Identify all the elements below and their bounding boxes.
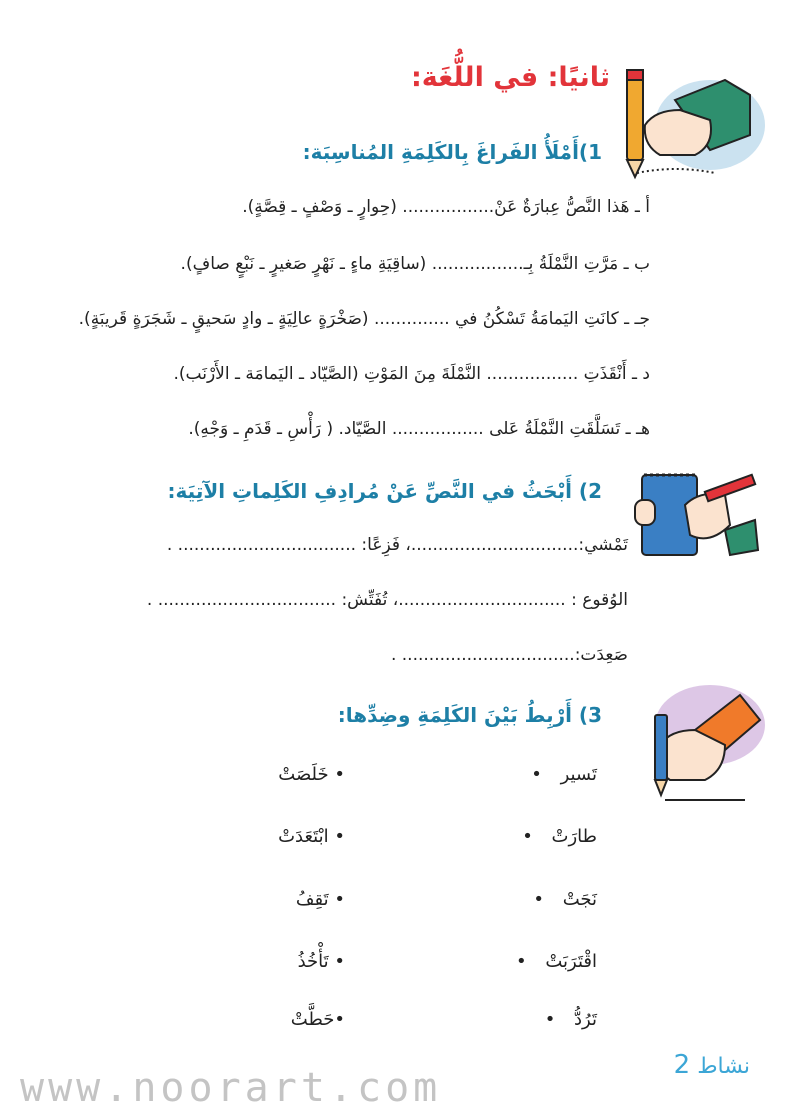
notebook-pencil-illustration: [630, 465, 765, 560]
fill-blank-item-b: ب ـ مَرَّتِ النَّمْلَةُ بِـ................. (ساقِيَةِ ماءٍ ـ نَهْرٍ صَغيرٍ ـ نَبْعٍ صافٍ).: [180, 254, 650, 274]
activity-label-text: نشاط: [697, 1054, 750, 1079]
hand-writing-pencil-illustration: [615, 55, 765, 185]
match-dot[interactable]: •: [334, 764, 345, 785]
hand-pencil-line-illustration: [625, 675, 765, 805]
opposite-word: تَقِفُ: [295, 889, 329, 910]
fill-blank-item-a: أ ـ هَذا النَّصُّ عِبارَةٌ عَنْ................. (حِوارٍ ـ وَصْفٍ ـ قِصَّةٍ).: [242, 197, 650, 217]
opposite-word: ابْتَعَدَتْ: [278, 826, 329, 847]
opposite-row-5: [291, 1009, 345, 1030]
section3-title: 3) أَرْبِطُ بَيْنَ الكَلِمَةِ وضِدِّها:: [337, 703, 602, 727]
synonym-line-3: صَعِدَت:................................ .: [390, 645, 628, 665]
opposite-word: خَلَصَتْ: [278, 764, 329, 785]
fill-blank-item-c: جـ ـ كانَتِ اليَمامَةُ تَسْكُنُ في .............. (صَخْرَةٍ عالِيَةٍ ـ وادٍ سَحيقٍ ـ شَجَرَةٍ قَريبَةٍ).: [78, 309, 650, 329]
match-word: اقْتَرَبَتْ: [545, 951, 597, 972]
activity-label: [674, 1050, 750, 1080]
match-row-2: [504, 826, 597, 847]
watermark: www.noorart.com: [20, 1065, 442, 1111]
opposite-word: حَطَّتْ: [290, 1009, 335, 1030]
match-word: تَسير: [560, 764, 597, 785]
opposite-row-3: [296, 889, 345, 910]
match-dot[interactable]: •: [531, 764, 542, 785]
match-row-1: [513, 764, 597, 785]
match-row-4: [497, 951, 597, 972]
match-dot[interactable]: •: [334, 826, 345, 847]
match-dot[interactable]: •: [533, 889, 544, 910]
match-row-5: [526, 1009, 597, 1030]
match-word: نَجَتْ: [562, 889, 597, 910]
match-word: طارَتْ: [551, 826, 597, 847]
opposite-word: تَأْخُذُ: [297, 951, 329, 972]
fill-blank-item-d: د ـ أَنْقَذَتِ ................. النَّمْلَةَ مِنَ المَوْتِ (الصَّيّاد ـ اليَمامَة ـ الأَرْنَب).: [173, 364, 650, 384]
fill-blank-item-e: هـ ـ تَسَلَّقَتِ النَّمْلَةُ عَلى ................. الصَّيّاد. ( رَأْسِ ـ قَدَمِ ـ وَجْهِ).: [188, 419, 650, 439]
match-dot[interactable]: •: [334, 1009, 345, 1030]
opposite-row-2: [278, 826, 345, 847]
match-dot[interactable]: •: [516, 951, 527, 972]
section2-title: 2) أَبْحَثُ في النَّصِّ عَنْ مُرادِفِ الكَلِماتِ الآتِيَة:: [167, 479, 602, 503]
match-row-3: [515, 889, 597, 910]
match-dot[interactable]: •: [544, 1009, 556, 1030]
opposite-row-1: [278, 764, 345, 785]
match-dot[interactable]: •: [522, 826, 533, 847]
synonym-line-1: تَمْشي:...............................، فَزِعًا: ................................. .: [166, 535, 628, 555]
match-dot[interactable]: •: [334, 889, 345, 910]
main-title: ثانيًا: في اللُّغَة:: [411, 62, 610, 93]
match-word: تَرُدُّ: [574, 1009, 597, 1030]
section1-title: 1)أَمْلَأُ الفَراغَ بِالكَلِمَةِ المُناسِبَة:: [302, 140, 602, 164]
synonym-line-2: الوُقوع : ...............................، تُفَتِّش: ................................. .: [146, 590, 628, 610]
match-dot[interactable]: •: [334, 951, 345, 972]
activity-number: 2: [673, 1050, 691, 1080]
opposite-row-4: [298, 951, 345, 972]
